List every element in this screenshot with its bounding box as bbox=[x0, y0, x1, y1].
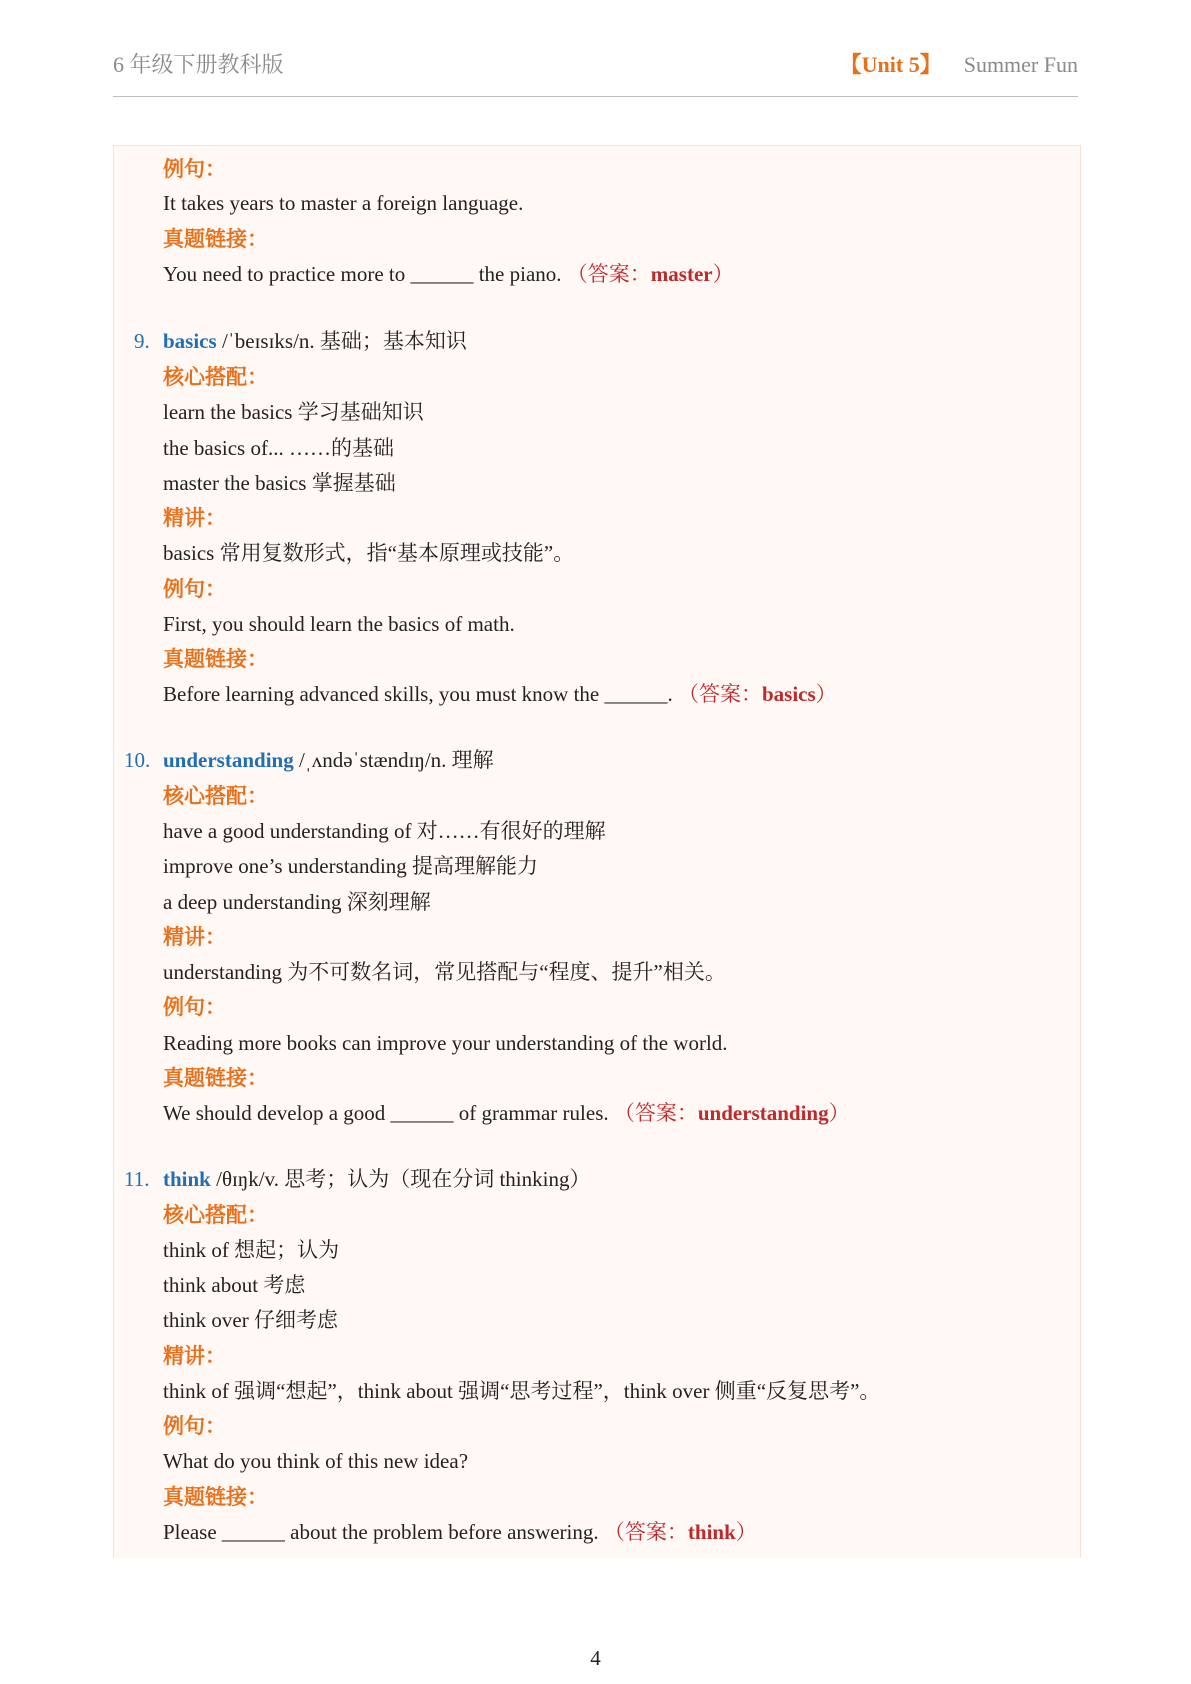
collocation-item: think about 考虑 bbox=[163, 1273, 306, 1297]
entry-headword: think /θɪŋk/v. 思考；认为（现在分词 thinking） bbox=[163, 1167, 591, 1191]
unit-label: 【Unit 5】 bbox=[839, 52, 942, 77]
page-header bbox=[113, 44, 1078, 97]
exam-label: 真题链接： bbox=[163, 227, 268, 251]
exam-label: 真题链接： bbox=[163, 1066, 268, 1090]
entry-number: 9. bbox=[134, 329, 150, 353]
collocation-item: master the basics 掌握基础 bbox=[163, 471, 396, 495]
collocation-item: think of 想起；认为 bbox=[163, 1238, 340, 1262]
explain-label: 精讲： bbox=[163, 1344, 226, 1368]
entry-number: 10. bbox=[124, 748, 151, 772]
exam-label: 真题链接： bbox=[163, 647, 268, 671]
explain-label: 精讲： bbox=[163, 925, 226, 949]
entry-headword: basics /ˈbeɪsɪks/n. 基础；基本知识 bbox=[163, 329, 467, 353]
collocation-item: a deep understanding 深刻理解 bbox=[163, 890, 431, 914]
example-label: 例句： bbox=[163, 995, 226, 1019]
collocation-item: the basics of... ……的基础 bbox=[163, 436, 394, 460]
collocation-label: 核心搭配： bbox=[163, 784, 268, 808]
example-sentence: It takes years to master a foreign language. bbox=[163, 191, 524, 215]
collocation-item: learn the basics 学习基础知识 bbox=[163, 400, 424, 424]
example-sentence: Reading more books can improve your understanding of the world. bbox=[163, 1031, 728, 1055]
example-sentence: What do you think of this new idea? bbox=[163, 1449, 469, 1473]
collocation-item: think over 仔细考虑 bbox=[163, 1308, 338, 1332]
exam-question: You need to practice more to ______ the piano. （答案：master） bbox=[163, 262, 734, 286]
entry-headword: understanding /ˌʌndəˈstændɪŋ/n. 理解 bbox=[163, 748, 494, 772]
explain-text: understanding 为不可数名词，常见搭配与“程度、提升”相关。 bbox=[163, 960, 726, 984]
example-label: 例句： bbox=[163, 577, 226, 601]
example-sentence: First, you should learn the basics of math. bbox=[163, 612, 515, 636]
collocation-item: improve one’s understanding 提高理解能力 bbox=[163, 854, 539, 878]
page-number: 4 bbox=[590, 1646, 601, 1670]
collocation-label: 核心搭配： bbox=[163, 365, 268, 389]
unit-title: Summer Fun bbox=[963, 52, 1078, 77]
collocation-label: 核心搭配： bbox=[163, 1203, 268, 1227]
unit-heading bbox=[840, 48, 1078, 79]
collocation-item: have a good understanding of 对……有很好的理解 bbox=[163, 819, 606, 843]
example-label: 例句： bbox=[163, 157, 226, 181]
grade-textbook-label: 6 年级下册教科版 bbox=[113, 52, 284, 77]
exam-question: Before learning advanced skills, you must know the ______. （答案：basics） bbox=[163, 682, 837, 706]
explain-text: think of 强调“想起”，think about 强调“思考过程”，think over 侧重“反复思考”。 bbox=[163, 1379, 881, 1403]
exam-question: We should develop a good ______ of grammar rules. （答案：understanding） bbox=[163, 1101, 850, 1125]
explain-label: 精讲： bbox=[163, 506, 226, 530]
exam-label: 真题链接： bbox=[163, 1485, 268, 1509]
exam-question: Please ______ about the problem before answering. （答案：think） bbox=[163, 1520, 757, 1544]
example-label: 例句： bbox=[163, 1414, 226, 1438]
entry-number: 11. bbox=[124, 1167, 150, 1191]
explain-text: basics 常用复数形式，指“基本原理或技能”。 bbox=[163, 541, 575, 565]
